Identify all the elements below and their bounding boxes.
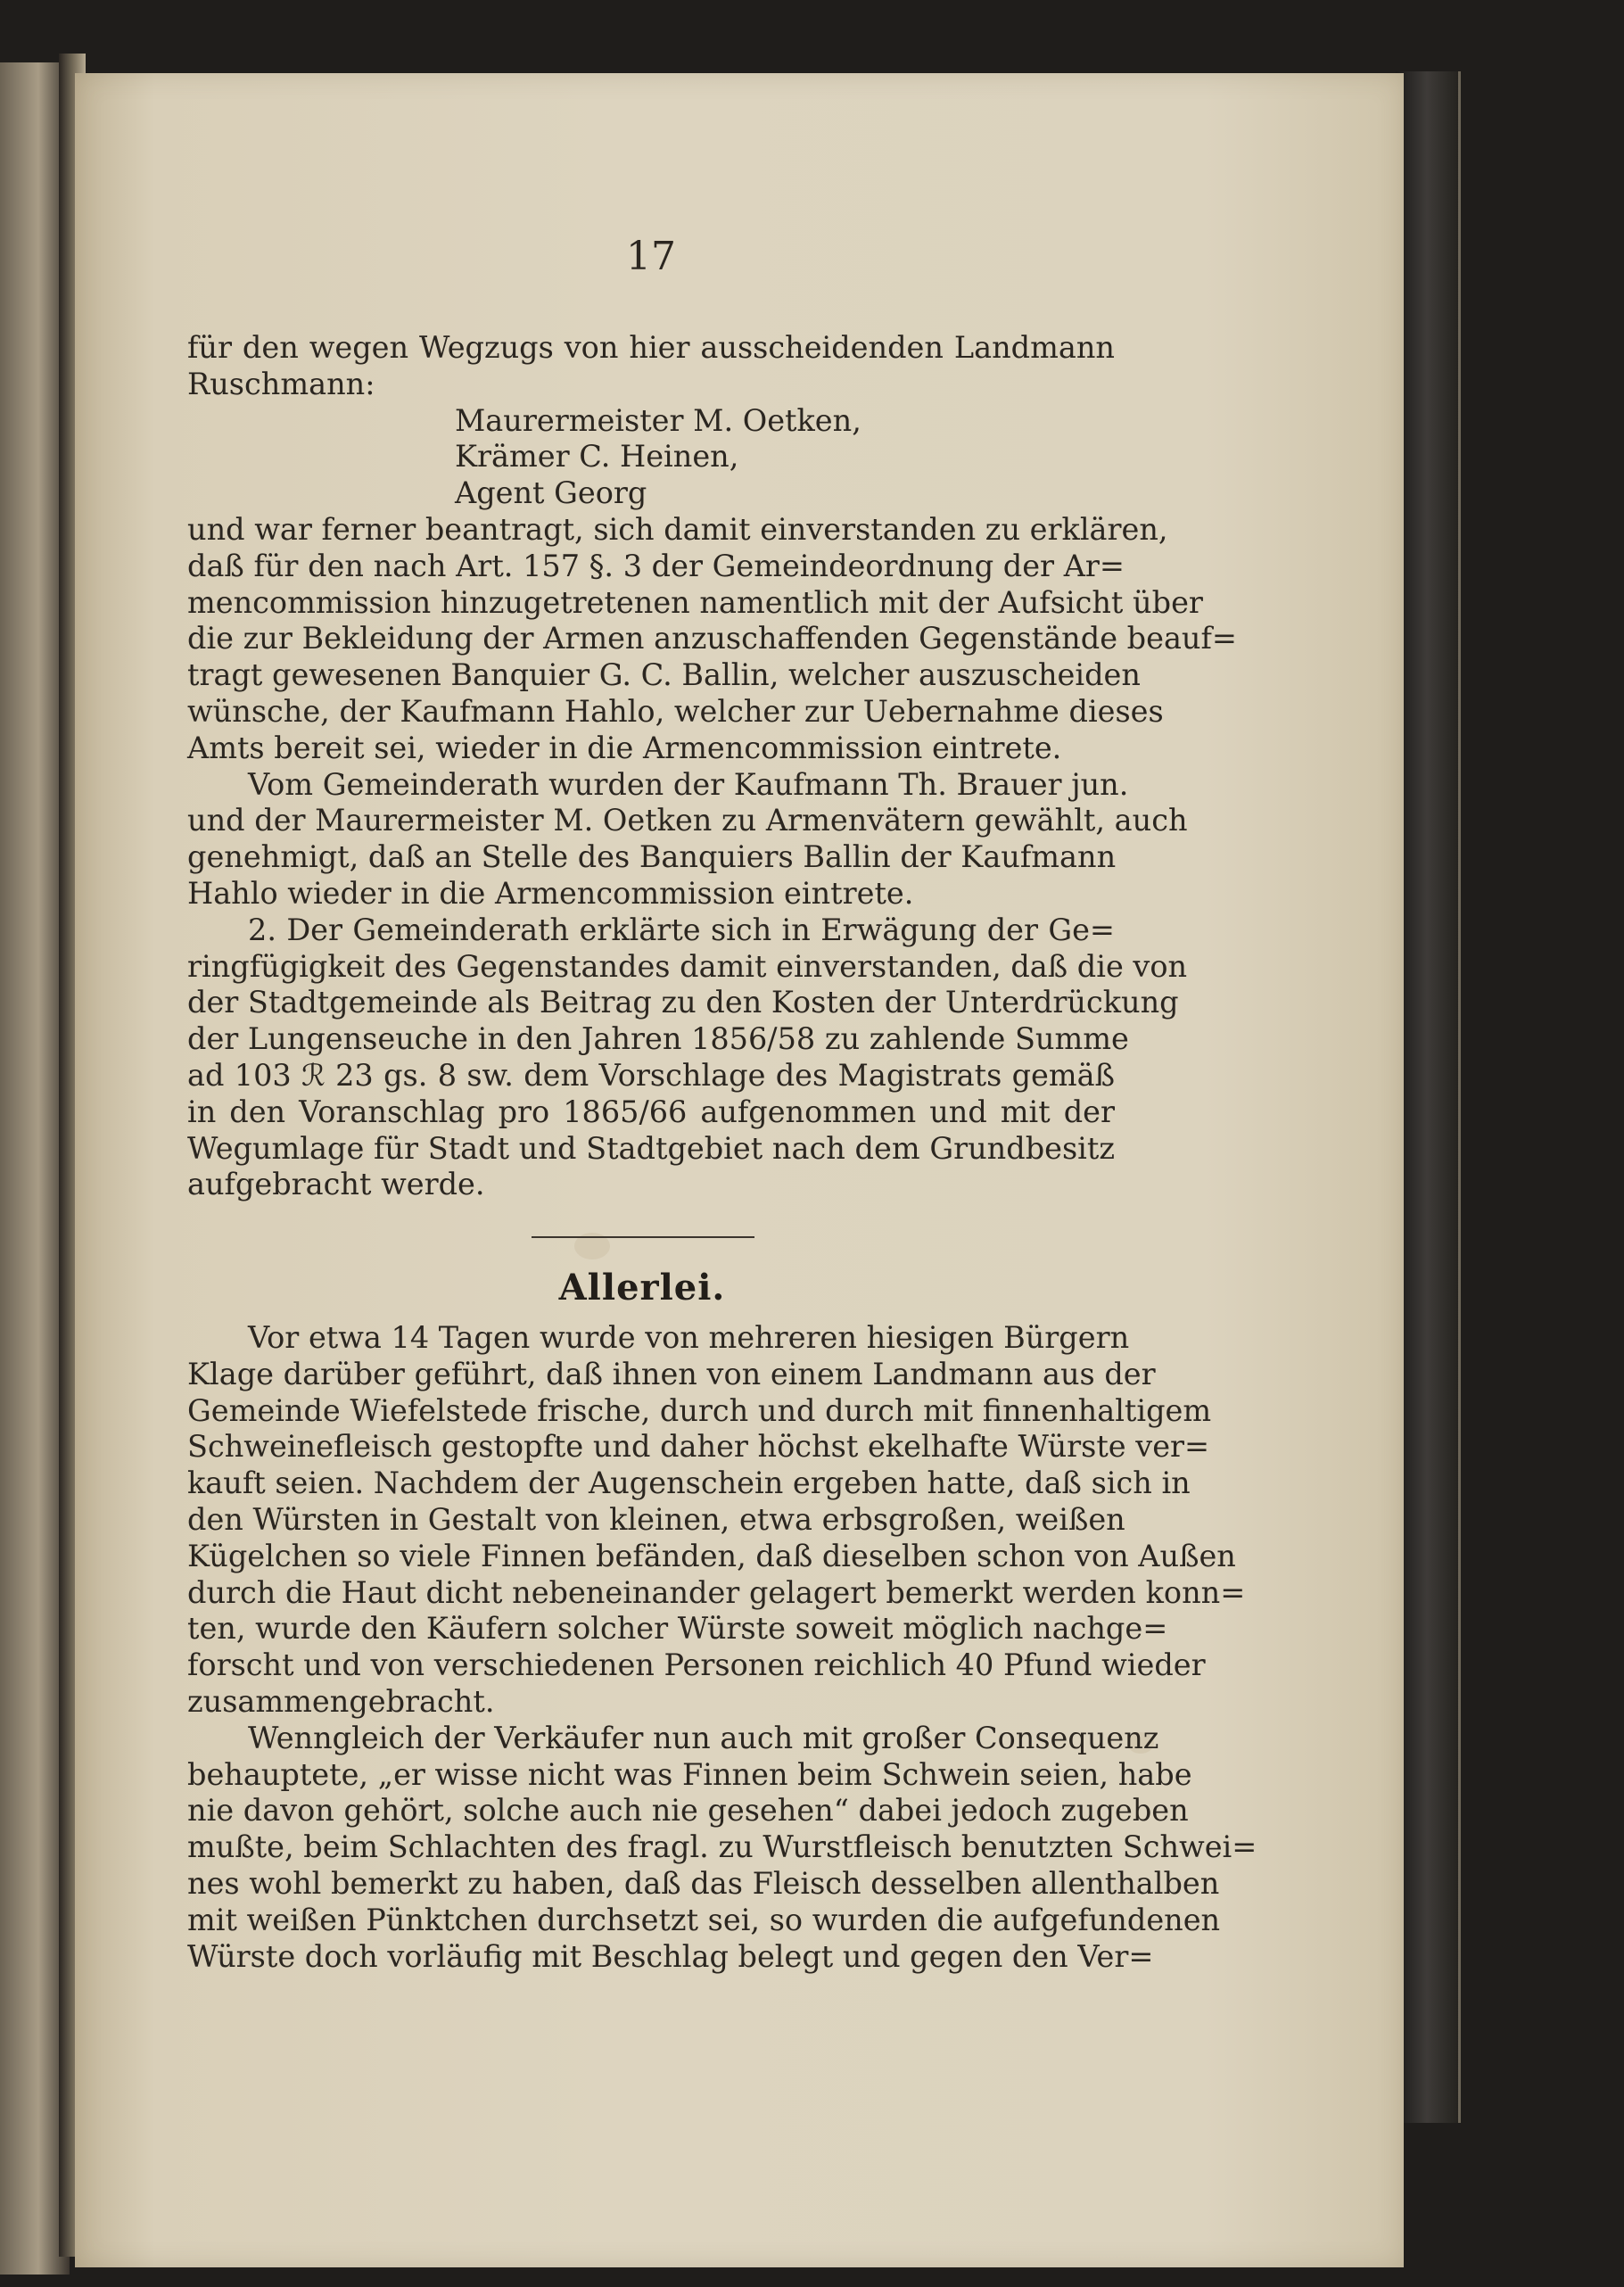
text-line: den Würsten in Gestalt von kleinen, etwa erbsgroßen, weißen [187,1501,1125,1537]
text-line: kauft seien. Nachdem der Augenschein ergeben hatte, daß sich in [187,1465,1191,1501]
text-line: nes wohl bemerkt zu haben, daß das Fleisch desselben allenthalben [187,1865,1220,1901]
text-line: Klage darüber geführt, daß ihnen von einem Landmann aus der [187,1356,1156,1391]
text-line: der Stadtgemeinde als Beitrag zu den Kosten der Unterdrückung [187,985,1179,1020]
text-line: durch die Haut dicht nebeneinander gelagert bemerkt werden konn= [187,1574,1246,1610]
text-line: Krämer C. Heinen, [455,439,739,475]
text-line: und war ferner beantragt, sich damit einverstanden zu erklären, [187,511,1168,547]
text-line: Wenngleich der Verkäufer nun auch mit großer Consequenz [248,1720,1159,1755]
body-text-block-1 [187,330,1237,1203]
section-heading: Allerlei. [558,1267,726,1309]
text-line: Amts bereit sei, wieder in die Armencommission eintrete. [187,730,1062,765]
text-line: daß für den nach Art. 157 §. 3 der Gemeindeordnung der Ar= [187,548,1125,583]
text-line: Hahlo wieder in die Armencommission eintrete. [187,875,914,911]
body-text-block-2 [187,1320,1257,1975]
text-line: ringfügigkeit des Gegenstandes damit einverstanden, daß die von [187,948,1188,984]
text-line: Ruschmann: [187,366,375,401]
text-line: nie davon gehört, solche auch nie gesehen“ dabei jedoch zugeben [187,1793,1189,1829]
text-line: die zur Bekleidung der Armen anzuschaffenden Gegenstände beauf= [187,621,1237,656]
text-line: genehmigt, daß an Stelle des Banquiers Ballin der Kaufmann [187,839,1117,875]
text-line: Würste doch vorläufig mit Beschlag belegt und gegen den Ver= [187,1938,1154,1974]
text-line: Gemeinde Wiefelstede frische, durch und durch mit finnenhaltigem [187,1392,1212,1428]
text-line: mit weißen Pünktchen durchsetzt sei, so wurden die aufgefundenen [187,1902,1221,1937]
text-line: für den wegen Wegzugs von hier ausscheidenden Landmann [187,330,1115,365]
text-line: ten, wurde den Käufern solcher Würste soweit möglich nachge= [187,1611,1168,1647]
text-line: Wegumlage für Stadt und Stadtgebiet nach dem Grundbesitz [187,1130,1115,1166]
text-line: behauptete, „er wisse nicht was Finnen beim Schwein seien, habe [187,1756,1192,1792]
text-line: wünsche, der Kaufmann Hahlo, welcher zur Uebernahme dieses [187,693,1164,729]
text-line: aufgebracht werde. [187,1167,485,1202]
text-line: mencommission hinzugetretenen namentlich mit der Aufsicht über [187,584,1203,620]
text-line: tragt gewesenen Banquier G. C. Ballin, welcher auszuscheiden [187,657,1141,693]
text-line: und der Maurermeister M. Oetken zu Armenvätern gewählt, auch [187,803,1188,838]
text-line: Maurermeister M. Oetken, [455,402,861,438]
page-number: 17 [626,234,676,279]
text-line: der Lungenseuche in den Jahren 1856/58 zu zahlende Summe [187,1021,1129,1057]
text-line: Vor etwa 14 Tagen wurde von mehreren hiesigen Bürgern [248,1320,1130,1355]
text-line: Schweinefleisch gestopfte und daher höchst ekelhafte Würste ver= [187,1429,1210,1465]
text-line: Vom Gemeinderath wurden der Kaufmann Th. Brauer jun. [248,766,1129,802]
text-line: in den Voranschlag pro 1865/66 aufgenommen und mit der [187,1094,1115,1129]
text-line: zusammengebracht. [187,1683,495,1719]
text-line: forscht und von verschiedenen Personen reichlich 40 Pfund wieder [187,1647,1206,1683]
text-line: ad 103 ℛ 23 gs. 8 sw. dem Vorschlage des Magistrats gemäß [187,1057,1115,1093]
section-divider [532,1236,754,1238]
text-line: Kügelchen so viele Finnen befänden, daß dieselben schon von Außen [187,1538,1236,1573]
text-line: mußte, beim Schlachten des fragl. zu Wurstfleisch benutzten Schwei= [187,1829,1257,1865]
text-line: Agent Georg [455,475,647,511]
book-cover-edge [1396,71,1461,2123]
text-line: 2. Der Gemeinderath erklärte sich in Erwägung der Ge= [248,912,1115,947]
